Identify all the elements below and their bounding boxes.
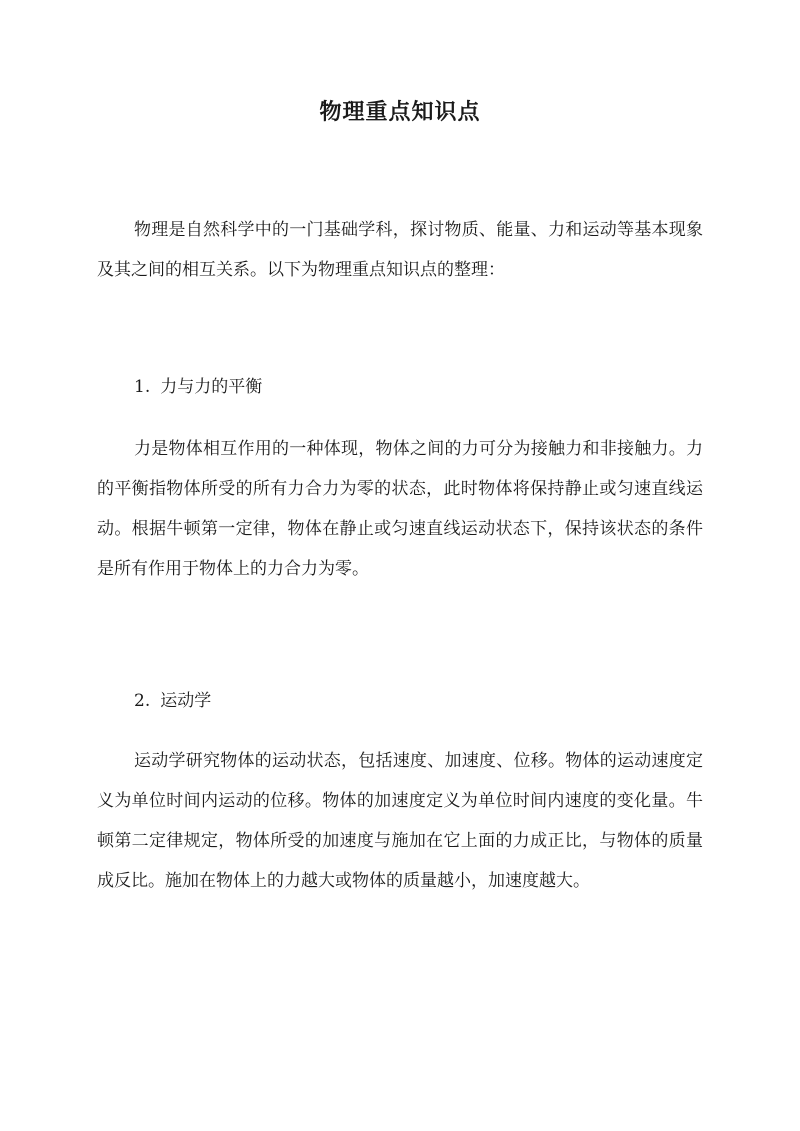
section-title-2: 运动学 xyxy=(160,691,212,711)
section-number-1: 1. xyxy=(134,377,151,397)
intro-paragraph: 物理是自然科学中的一门基础学科，探讨物质、能量、力和运动等基本现象及其之间的相互关系。以下为物理重点知识点的整理： xyxy=(97,220,703,280)
document-title: 物理重点知识点 xyxy=(319,99,481,125)
section-body-1: 力是物体相互作用的一种体现，物体之间的力可分为接触力和非接触力。力的平衡指物体所受的所有力合力为零的状态，此时物体将保持静止或匀速直线运动。根据牛顿第一定律，物体在静止或匀速直线运动状态下，保持该状态的条件是所有作用于物体上的力合力为零。 xyxy=(97,439,703,579)
section-heading-2 xyxy=(134,690,211,712)
section-title-1: 力与力的平衡 xyxy=(160,377,263,397)
section-number-2: 2. xyxy=(134,691,151,711)
section-heading-1 xyxy=(134,376,262,398)
section-body-2: 运动学研究物体的运动状态，包括速度、加速度、位移。物体的运动速度定义为单位时间内运动的位移。物体的加速度定义为单位时间内速度的变化量。牛顿第二定律规定，物体所受的加速度与施加在它上面的力成正比，与物体的质量成反比。施加在物体上的力越大或物体的质量越小，加速度越大。 xyxy=(97,751,703,891)
